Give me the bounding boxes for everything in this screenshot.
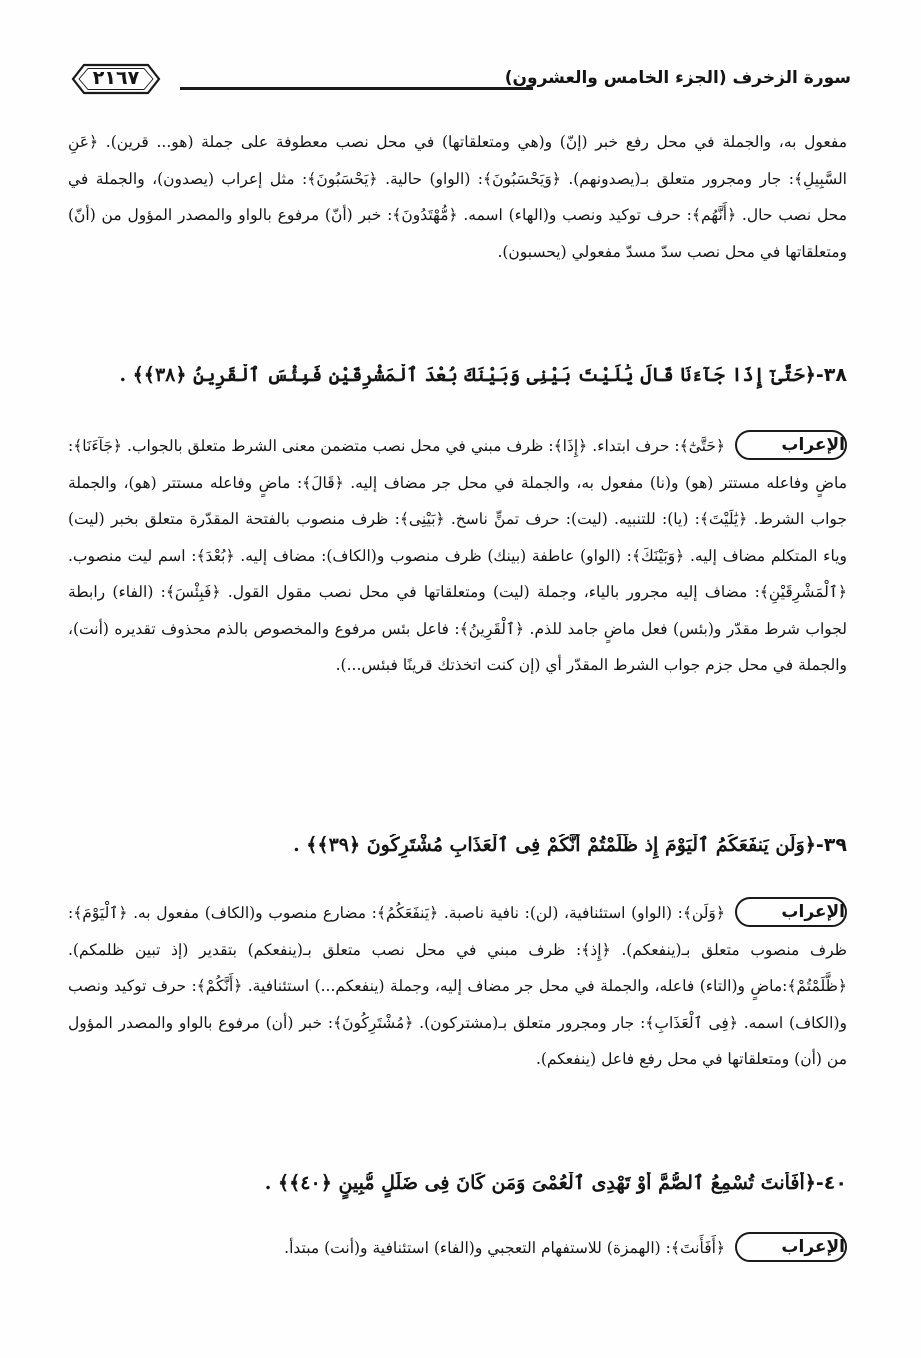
irab-badge: الإعراب (735, 430, 847, 460)
irab-block-40 (68, 1230, 847, 1267)
irab-block-38 (68, 428, 847, 684)
verse-38 (70, 364, 847, 404)
verse-number: ٣٩- (815, 834, 847, 856)
verse-40 (70, 1172, 847, 1212)
irab-text: ﴿وَلَن﴾: (الواو) استئنافية، (لن): نافية ناصبة. ﴿يَنفَعَكُمُ﴾: مضارع منصوب و(الكاف) مفعول به. ﴿ٱلْيَوْمَ﴾: ظرف منصوب متعلق بـ(ينفعكم). ﴿إِذ﴾: ظرف مبني في محل نصب متعلق بـ(ينفعكم) بتقدير (إذ تبين ظلمكم). ﴿ظَّلَمْتُمْ﴾:ماضٍ و(التاء) فاعله، والجملة في محل جر مضاف إليه، وجملة (ينفعكم...) استئنافية. ﴿أَنَّكُمْ﴾: حرف توكيد ونصب و(الكاف) اسمه. ﴿فِى ٱلْعَذَابِ﴾: جار ومجرور متعلق بـ(مشتركون). ﴿مُشْتَرِكُونَ﴾: خبر (أن) مرفوع بالواو والمصدر المؤول من (أن) ومتعلقاتها في محل رفع فاعل (ينفعكم). (68, 904, 847, 1068)
verse-number: ٤٠- (815, 1172, 847, 1194)
verse-39 (70, 834, 847, 874)
verse-text: ﴿حَتَّىٰٓ إِذَا جَآءَنَا قَالَ يَٰلَيْتَ بَيْنِى وَبَيْنَكَ بُعْدَ ٱلْمَشْرِقَيْنِ فَبِئْسَ ٱلْقَرِينُ ﴿٣٨﴾﴾ . (119, 364, 816, 386)
surah-title: سورة الزخرف (الجزء الخامس والعشرون) (504, 68, 851, 88)
page-number-frame (70, 62, 162, 96)
irab-badge: الإعراب (735, 897, 847, 927)
verse-text: ﴿أَفَأَنتَ تُسْمِعُ ٱلصُّمَّ أَوْ تَهْدِى ٱلْعُمْىَ وَمَن كَانَ فِى ضَلَٰلٍ مُّبِينٍ ﴿٤٠﴾﴾ . (264, 1172, 816, 1194)
irab-text: ﴿أَفَأَنتَ﴾: (الهمزة) للاستفهام التعجبي و(الفاء) استئنافية و(أنت) مبتدأ. (284, 1239, 725, 1257)
page-number: ٢١٦٧ (92, 67, 140, 89)
header-rule (180, 87, 533, 90)
intro-paragraph: مفعول به، والجملة في محل رفع خبر (إنّ) و(هي ومتعلقاتها) في محل نصب معطوفة على جملة (هو... قرين). ﴿عَنِ السَّبِيلِ﴾: جار ومجرور متعلق بـ(يصدونهم). ﴿وَيَحْسَبُونَ﴾: (الواو) حالية. ﴿يَحْسَبُونَ﴾: مثل إعراب (يصدون)، والجملة في محل نصب حال. ﴿أَنَّهُم﴾: حرف توكيد ونصب و(الهاء) اسمه. ﴿مُّهْتَدُونَ﴾: خبر (أنّ) مرفوع بالواو والمصدر المؤول من (أنّ) ومتعلقاتها في محل نصب سدّ مسدّ مفعولي (يحسبون). (68, 133, 847, 261)
irab-block-39 (68, 895, 847, 1078)
verse-number: ٣٨- (815, 364, 847, 386)
irab-badge: الإعراب (735, 1232, 847, 1262)
irab-text: ﴿حَتَّىٰٓ﴾: حرف ابتداء. ﴿إِذَا﴾: ظرف مبني في محل نصب متضمن معنى الشرط متعلق بالجواب. ﴿جَآءَنَا﴾: ماضٍ وفاعله مستتر (هو) و(نا) مفعول به، والجملة في محل جر مضاف إليه. ﴿قَالَ﴾: ماضٍ وفاعله مستتر (هو)، والجملة جواب الشرط. ﴿يَٰلَيْتَ﴾: (يا): للتنبيه. (ليت): حرف تمنٍّ ناسخ. ﴿بَيْنِى﴾: ظرف منصوب بالفتحة المقدّرة متعلق بخبر (ليت) وياء المتكلم مضاف إليه. ﴿وَبَيْنَكَ﴾: (الواو) عاطفة (بينك) ظرف منصوب و(الكاف): مضاف إليه. ﴿بُعْدَ﴾: اسم ليت منصوب. ﴿ٱلْمَشْرِقَيْنِ﴾: مضاف إليه مجرور بالياء، وجملة (ليت) ومتعلقاتها في محل نصب مقول القول. ﴿فَبِئْسَ﴾: (الفاء) رابطة لجواب شرط مقدّر و(بئس) فعل ماضٍ جامد للذم. ﴿ٱلْقَرِينُ﴾: فاعل بئس مرفوع والمخصوص بالذم محذوف تقديره (أنت)، والجملة في محل جزم جواب الشرط المقدّر أي (إن كنت اتخذتك قرينًا فبئس...). (68, 437, 847, 674)
page-header (70, 62, 851, 102)
verse-text: ﴿وَلَن يَنفَعَكُمُ ٱلْيَوْمَ إِذ ظَّلَمْتُمْ أَنَّكُمْ فِى ٱلْعَذَابِ مُشْتَرِكُونَ ﴿٣٩﴾﴾ . (293, 834, 816, 856)
